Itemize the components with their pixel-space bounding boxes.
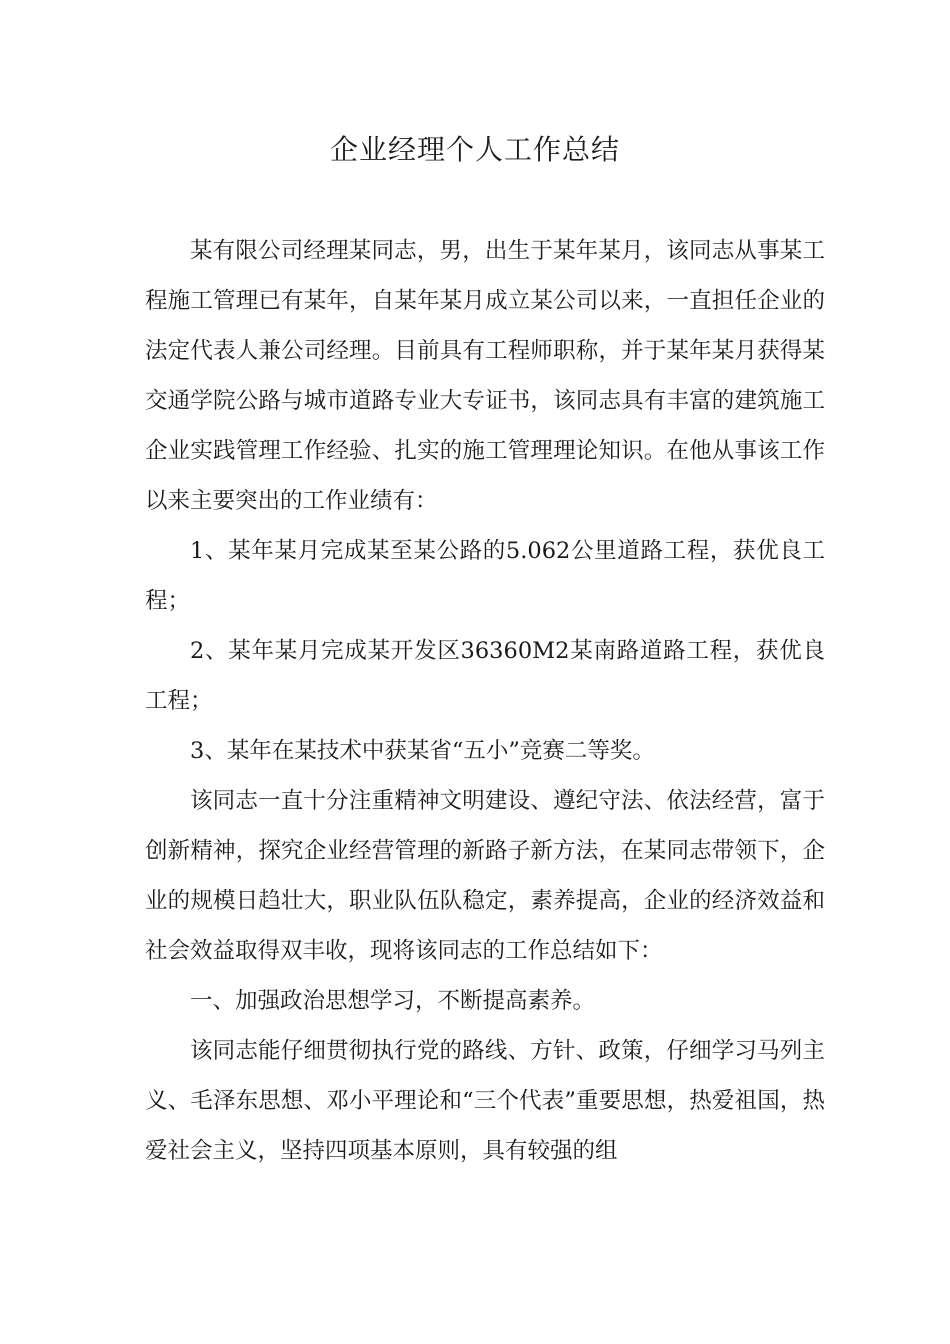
paragraph-achievement-3: 3、某年在某技术中获某省“五小”竞赛二等奖。	[190, 738, 655, 764]
paragraph-summary: 该同志一直十分注重精神文明建设、遵纪守法、依法经营，富于创新精神，探究企业经营管理的新路子新方法，在某同志带领下，企业的规模日趋壮大，职业队伍队稳定，素养提高，企业的经济效益和社会效益取得双丰收，现将该同志的工作总结如下：	[145, 788, 825, 964]
paragraph-intro: 某有限公司经理某同志，男，出生于某年某月，该同志从事某工程施工管理已有某年，自某年某月成立某公司以来，一直担任企业的法定代表人兼公司经理。目前具有工程师职称，并于某年某月获得某交通学院公路与城市道路专业大专证书，该同志具有丰富的建筑施工企业实践管理工作经验、扎实的施工管理理论知识。在他从事该工作以来主要突出的工作业绩有：	[145, 238, 825, 514]
paragraph-achievement-1: 1、某年某月完成某至某公路的5.062公里道路工程，获优良工程；	[145, 538, 825, 614]
paragraph-achievement-2: 2、某年某月完成某开发区36360M2某南路道路工程，获优良工程；	[145, 638, 825, 714]
paragraph-section-1: 该同志能仔细贯彻执行党的路线、方针、政策，仔细学习马列主义、毛泽东思想、邓小平理论和“三个代表”重要思想，热爱祖国，热爱社会主义，坚持四项基本原则，具有较强的组	[145, 1038, 825, 1164]
document-title: 企业经理个人工作总结	[329, 133, 620, 166]
section-heading-1: 一、加强政治思想学习，不断提高素养。	[190, 988, 596, 1014]
document-body	[145, 226, 825, 1176]
